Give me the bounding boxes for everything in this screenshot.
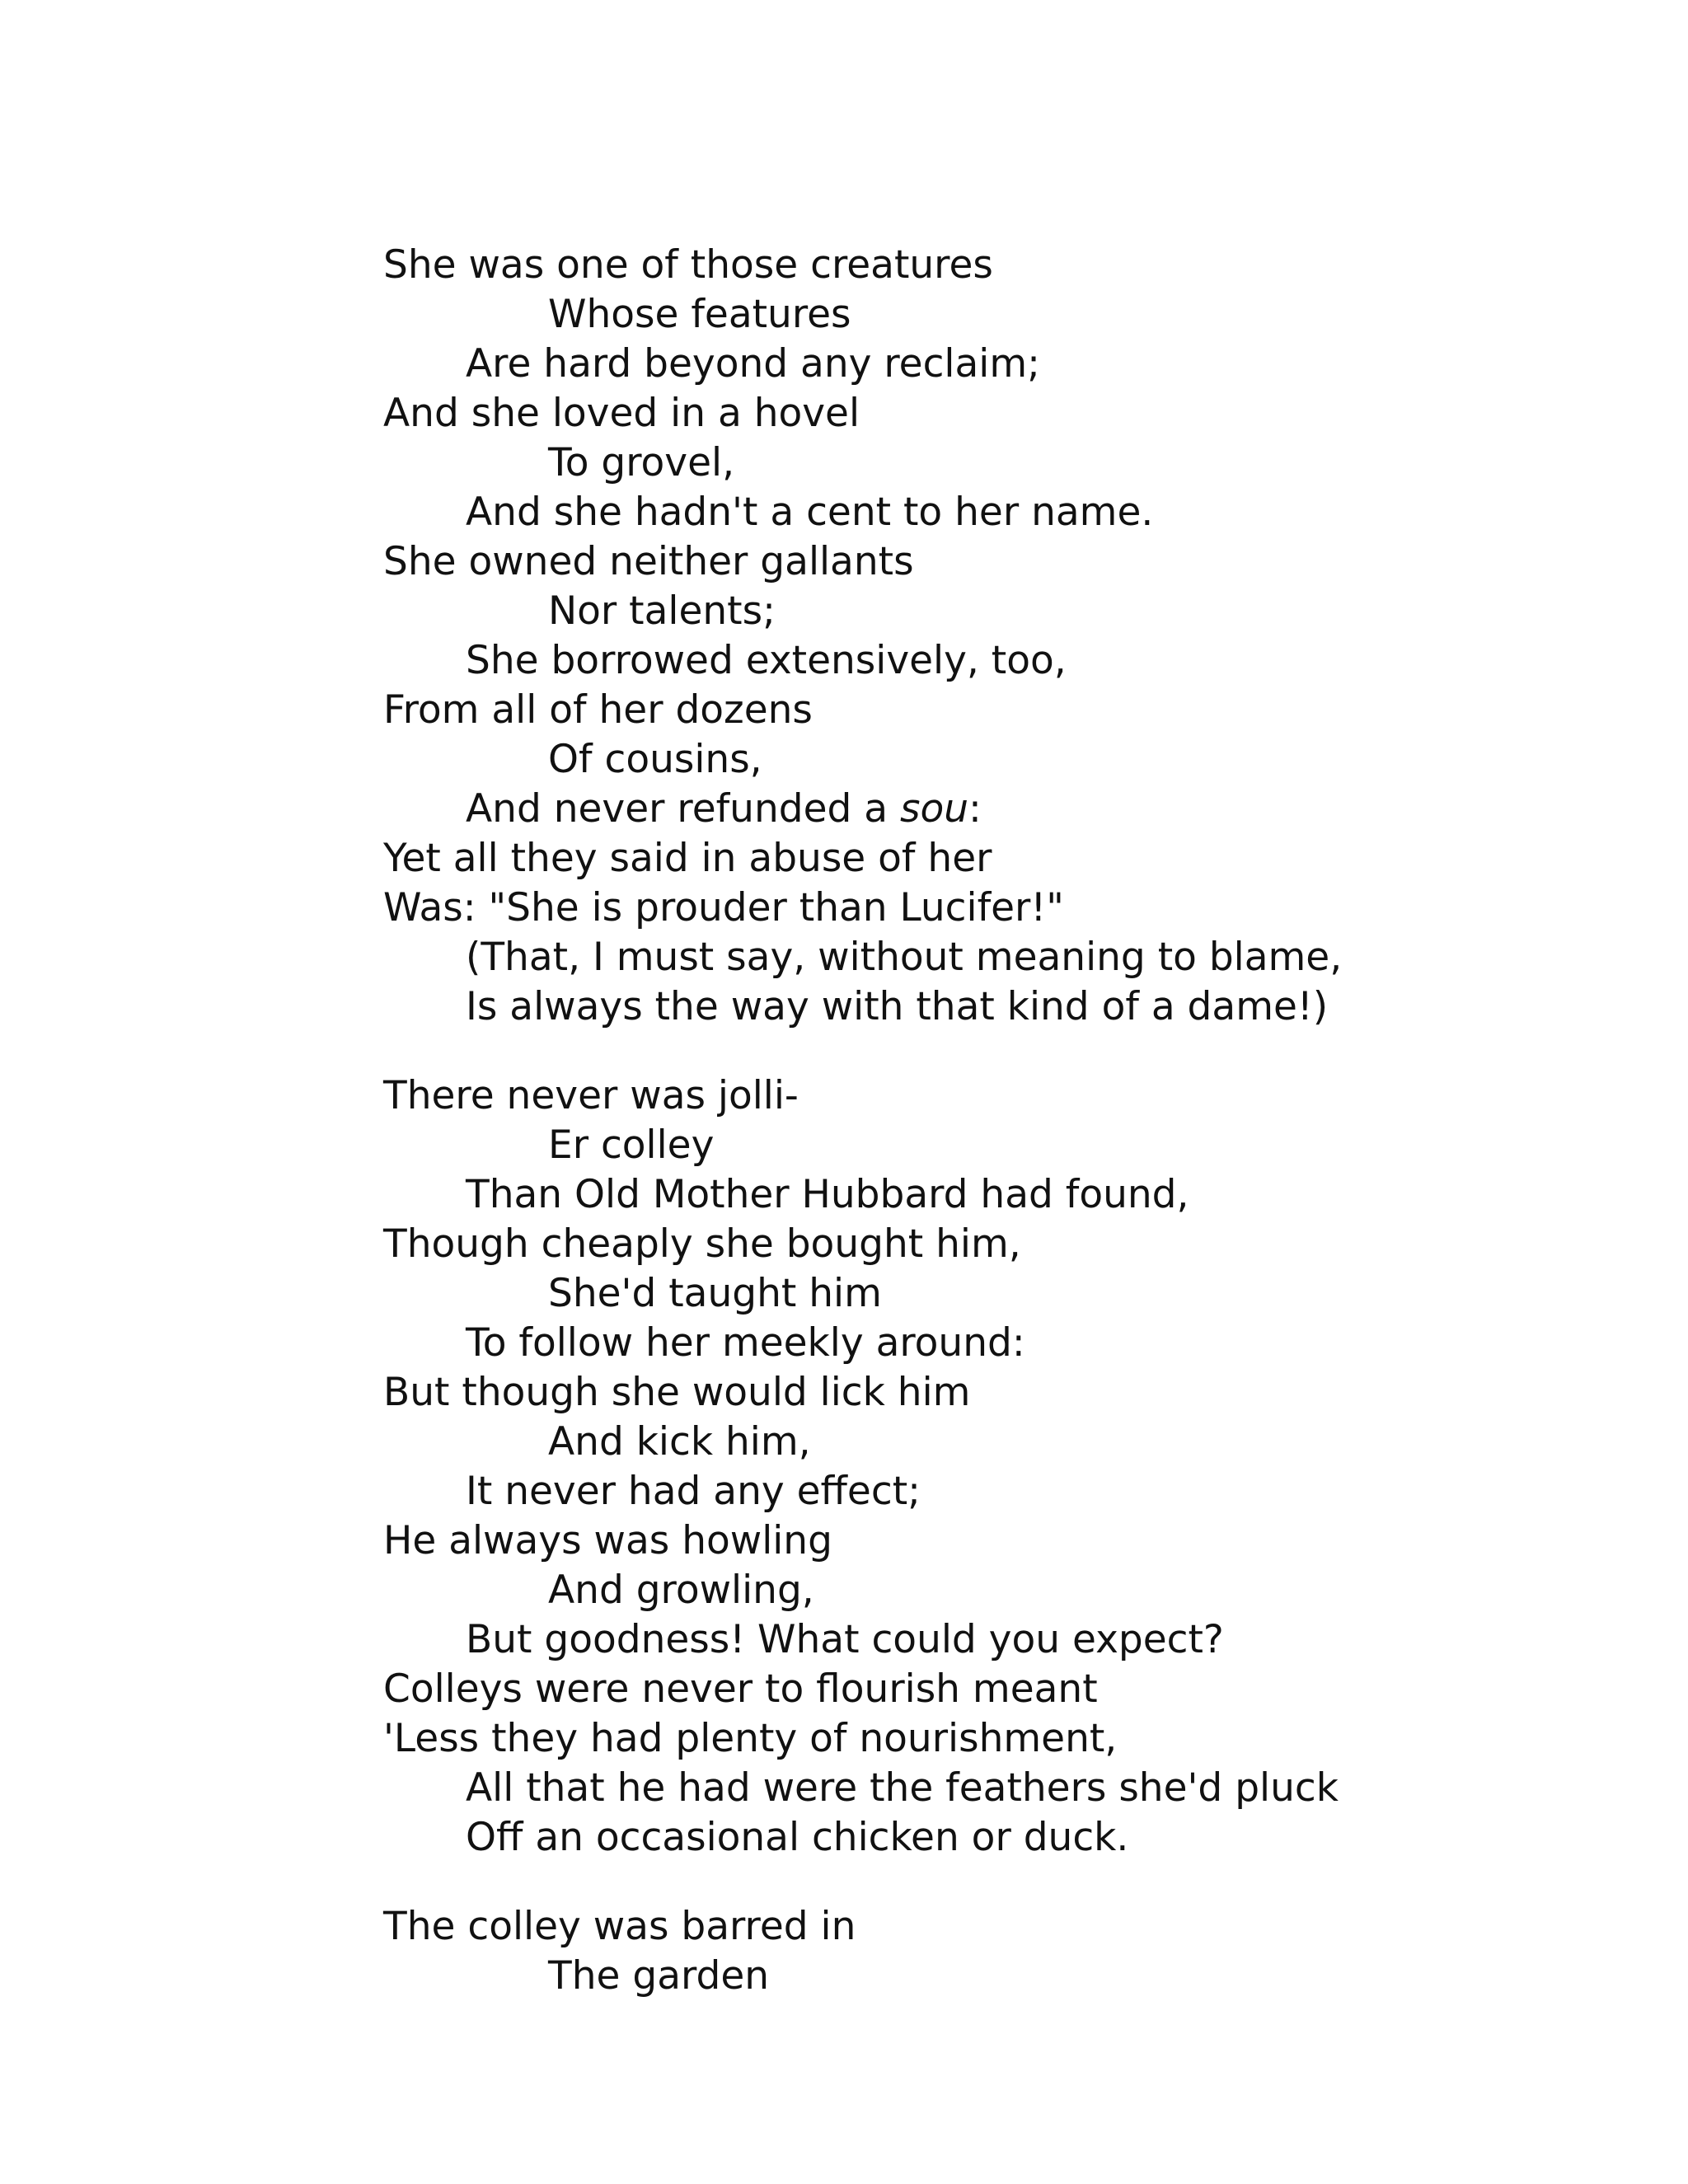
poem-text <box>383 241 1537 1999</box>
stanza-break <box>383 1032 1537 1071</box>
poem-line <box>383 1467 1537 1516</box>
line-text: And she loved in a hovel <box>383 391 860 436</box>
line-text: But though she would lick him <box>383 1370 971 1415</box>
line-text: Colleys were never to flourish meant <box>383 1666 1098 1712</box>
line-text: From all of her dozens <box>383 687 813 733</box>
poem-line <box>383 1764 1537 1813</box>
poem-line <box>383 241 1537 290</box>
line-text: She owned neither gallants <box>383 539 914 584</box>
line-text: And she hadn't a cent to her name. <box>466 490 1154 535</box>
stanza <box>383 1902 1537 2001</box>
line-text: Er colley <box>548 1122 715 1168</box>
poem-line <box>383 834 1537 883</box>
line-text: Yet all they said in abuse of her <box>383 836 992 881</box>
line-text: It never had any effect; <box>466 1469 921 1514</box>
poem-line <box>383 1902 1537 1952</box>
stanza-break <box>383 1863 1537 1902</box>
poem-line <box>383 1665 1537 1714</box>
line-text: And kick him, <box>548 1419 811 1465</box>
poem-line <box>383 1615 1537 1665</box>
poem-line <box>383 735 1537 785</box>
line-text: Is always the way with that kind of a dame!) <box>466 984 1329 1029</box>
poem-line <box>383 1418 1537 1467</box>
line-text: (That, I must say, without meaning to blame, <box>466 935 1343 980</box>
poem-line <box>383 1368 1537 1418</box>
stanza <box>383 1071 1537 1863</box>
line-text: All that he had were the feathers she'd pluck <box>466 1765 1339 1811</box>
line-text: Nor talents; <box>548 588 776 634</box>
line-text: Off an occasional chicken or duck. <box>466 1815 1129 1860</box>
poem-line <box>383 686 1537 735</box>
poem-line <box>383 389 1537 438</box>
poem-line <box>383 636 1537 686</box>
poem-line <box>383 933 1537 982</box>
line-text: He always was howling <box>383 1518 832 1563</box>
line-text: Whose features <box>548 292 851 337</box>
poem-line <box>383 1319 1537 1368</box>
poem-line <box>383 883 1537 933</box>
line-text: And growling, <box>548 1568 814 1613</box>
line-text: Of cousins, <box>548 737 762 782</box>
line-text: Are hard beyond any reclaim; <box>466 341 1040 387</box>
line-text: She'd taught him <box>548 1271 882 1316</box>
line-text: She borrowed extensively, too, <box>466 638 1067 683</box>
poem-line <box>383 438 1537 488</box>
line-text: There never was jolli- <box>383 1073 799 1118</box>
line-text: Than Old Mother Hubbard had found, <box>466 1172 1189 1217</box>
poem-line <box>383 587 1537 636</box>
line-text: Was: "She is prouder than Lucifer!" <box>383 885 1064 930</box>
line-text: To grovel, <box>548 440 735 485</box>
poem-line <box>383 982 1537 1032</box>
line-text: Though cheaply she bought him, <box>383 1221 1021 1267</box>
line-punctuation: : <box>968 786 982 832</box>
poem-line <box>383 537 1537 587</box>
poem-line <box>383 1121 1537 1170</box>
poem-line <box>383 340 1537 389</box>
poem-line <box>383 290 1537 340</box>
line-text: To follow her meekly around: <box>466 1320 1025 1366</box>
line-text: The colley was barred in <box>383 1904 856 1949</box>
poem-line <box>383 785 1537 834</box>
line-text: 'Less they had plenty of nourishment, <box>383 1716 1118 1761</box>
line-text: But goodness! What could you expect? <box>466 1617 1224 1662</box>
poem-line <box>383 1813 1537 1863</box>
poem-line <box>383 488 1537 537</box>
poem-line <box>383 1952 1537 2001</box>
poem-line <box>383 1566 1537 1615</box>
poem-line <box>383 1516 1537 1566</box>
poem-line <box>383 1714 1537 1764</box>
line-text: She was one of those creatures <box>383 242 993 288</box>
poem-line <box>383 1071 1537 1121</box>
line-text: The garden <box>548 1953 770 1999</box>
line-text: And never refunded a <box>466 786 901 832</box>
stanza <box>383 241 1537 1032</box>
poem-line <box>383 1269 1537 1319</box>
italic-word: sou <box>900 786 969 832</box>
poem-line <box>383 1220 1537 1269</box>
poem-line <box>383 1170 1537 1220</box>
